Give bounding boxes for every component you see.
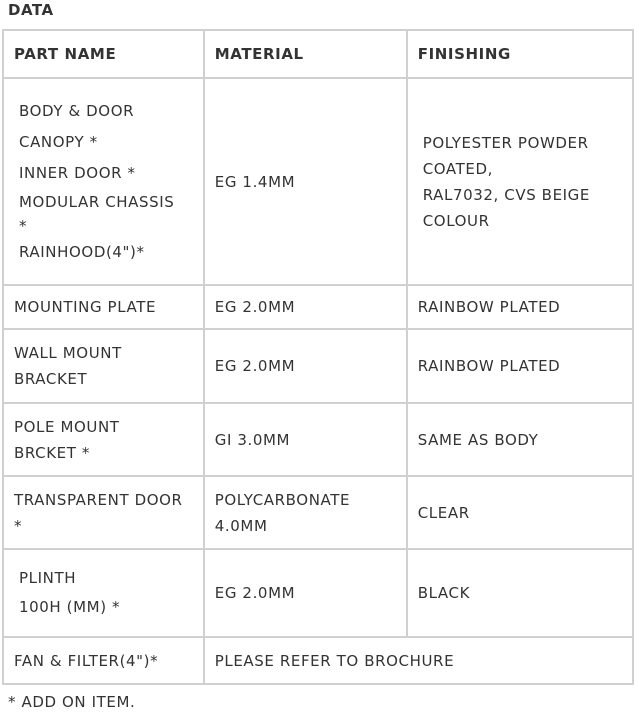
part-name-line: RAINHOOD(4")* xyxy=(19,242,145,261)
header-part-name: PART NAME xyxy=(3,30,204,78)
part-name-line: WALL MOUNT xyxy=(14,344,122,362)
material-cell xyxy=(204,78,407,285)
table-row xyxy=(3,329,633,403)
part-name-line: 100H (MM) * xyxy=(19,598,121,616)
table-row xyxy=(3,403,633,476)
material-line: EG 2.0MM xyxy=(214,298,296,316)
finishing-cell xyxy=(407,78,633,285)
material-cell xyxy=(204,285,407,329)
material-line: EG 2.0MM xyxy=(214,584,296,602)
part-name-line: MODULAR CHASSIS xyxy=(19,192,175,211)
part-name-cell xyxy=(3,549,204,637)
brochure-note-cell xyxy=(204,637,633,684)
table-row xyxy=(3,78,633,285)
part-name-line: INNER DOOR * xyxy=(19,163,136,182)
table-header-row xyxy=(3,30,633,78)
part-name-cell xyxy=(3,403,204,476)
material-cell xyxy=(204,476,407,549)
part-name-line: PLINTH xyxy=(19,569,77,587)
part-name-cell xyxy=(3,285,204,329)
finishing-line: COLOUR xyxy=(422,211,490,230)
material-line: 4.0MM xyxy=(214,516,268,535)
header-finishing: FINISHING xyxy=(407,30,633,78)
finishing-cell xyxy=(407,285,633,329)
parts-spec-table xyxy=(2,29,634,685)
finishing-cell xyxy=(407,549,633,637)
footnote: * ADD ON ITEM. xyxy=(8,693,136,711)
finishing-line: RAINBOW PLATED xyxy=(417,357,561,375)
part-name-line: FAN & FILTER(4")* xyxy=(14,651,159,670)
finishing-line: COATED, xyxy=(422,159,493,178)
finishing-line: RAL7032, CVS BEIGE xyxy=(422,185,590,204)
finishing-line: BLACK xyxy=(417,584,471,602)
material-cell xyxy=(204,549,407,637)
part-name-line: CANOPY * xyxy=(19,132,98,151)
finishing-line: CLEAR xyxy=(417,503,470,522)
table-row xyxy=(3,476,633,549)
part-name-line: BRACKET xyxy=(14,370,88,388)
finishing-cell xyxy=(407,329,633,403)
material-cell xyxy=(204,329,407,403)
part-name-cell xyxy=(3,78,204,285)
table-row xyxy=(3,637,633,684)
material-line: EG 2.0MM xyxy=(214,357,296,375)
part-name-line: TRANSPARENT DOOR xyxy=(14,490,183,509)
section-heading: DATA xyxy=(8,1,54,19)
part-name-line: * xyxy=(19,216,28,235)
part-name-line: BODY & DOOR xyxy=(19,101,135,120)
material-line: POLYCARBONATE xyxy=(214,490,351,509)
part-name-cell xyxy=(3,637,204,684)
part-name-line: * xyxy=(14,516,23,535)
part-name-cell xyxy=(3,329,204,403)
part-name-cell xyxy=(3,476,204,549)
finishing-cell xyxy=(407,476,633,549)
header-material: MATERIAL xyxy=(204,30,407,78)
material-line: GI 3.0MM xyxy=(214,430,291,449)
part-name-line: MOUNTING PLATE xyxy=(14,298,157,316)
part-name-line: POLE MOUNT xyxy=(14,417,120,436)
finishing-line: POLYESTER POWDER xyxy=(422,133,589,152)
material-line: EG 1.4MM xyxy=(214,172,296,191)
part-name-line: BRCKET * xyxy=(14,443,90,462)
finishing-cell xyxy=(407,403,633,476)
finishing-line: SAME AS BODY xyxy=(417,430,539,449)
material-cell xyxy=(204,403,407,476)
brochure-note: PLEASE REFER TO BROCHURE xyxy=(214,651,455,670)
finishing-line: RAINBOW PLATED xyxy=(417,298,561,316)
table-row xyxy=(3,285,633,329)
table-row xyxy=(3,549,633,637)
